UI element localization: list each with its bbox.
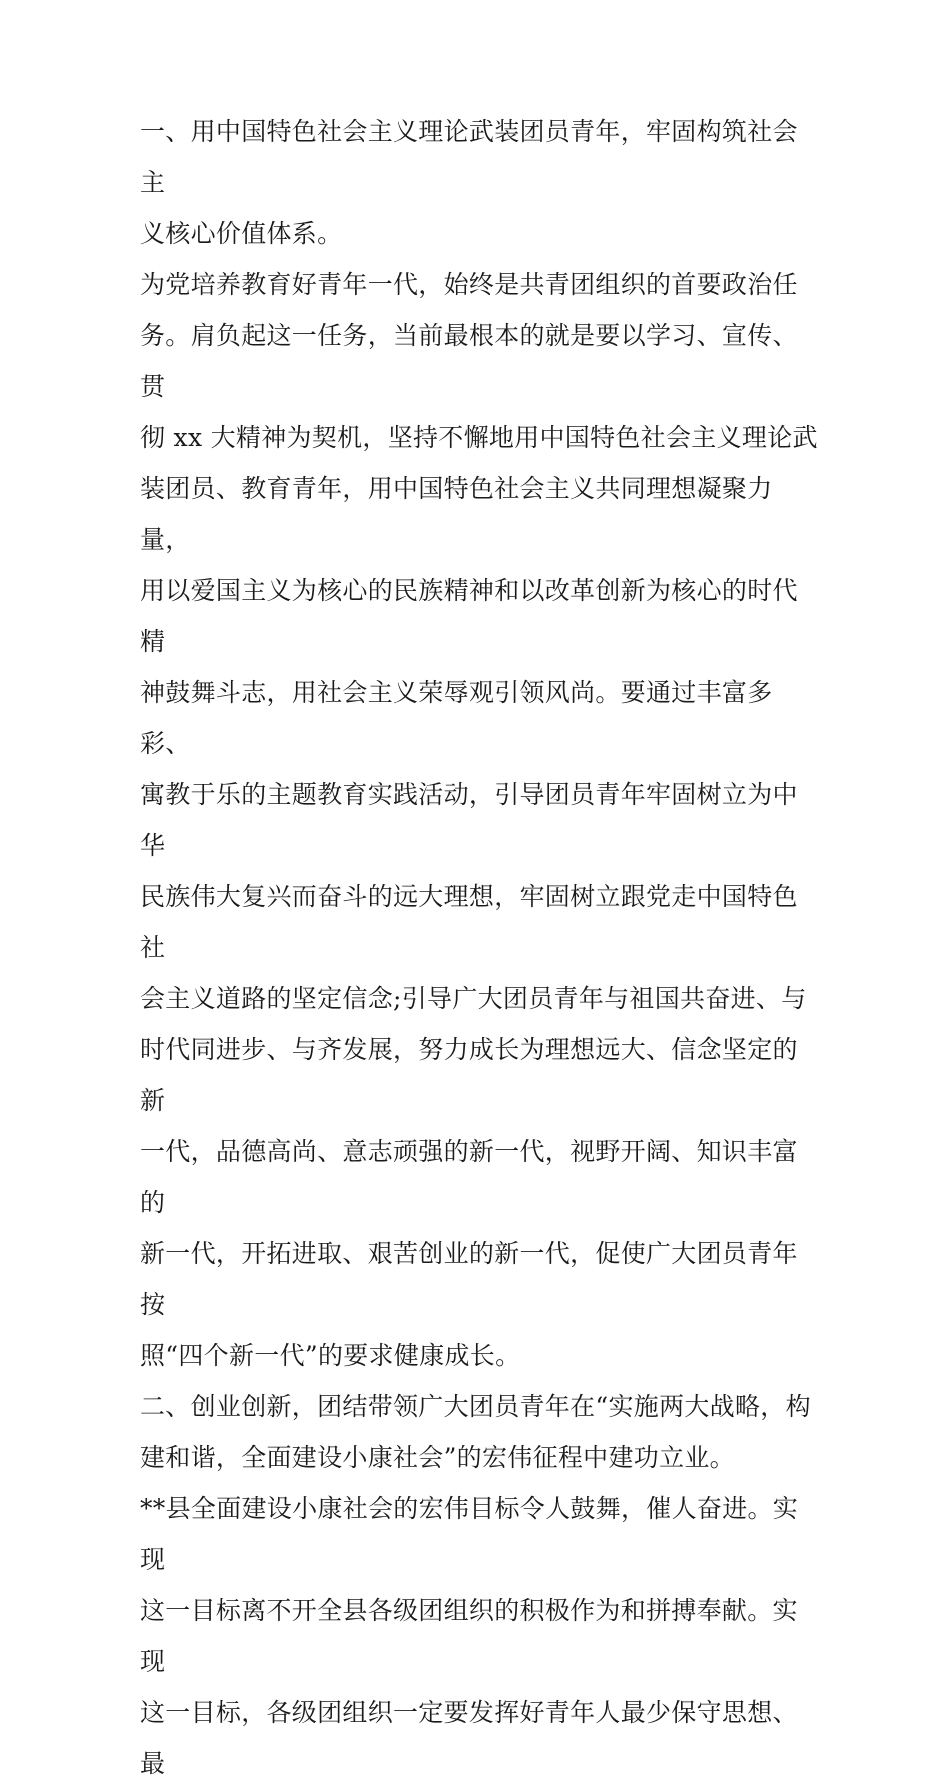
body-paragraph-2: **县全面建设小康社会的宏伟目标令人鼓舞，催人奋进。实现 这一目标离不开全县各级团组织的积极作为和拼搏奉献。实现 这一目标，各级团组织一定要发挥好青年人最少保守思想、最 [140,1494,799,1778]
document-body [140,106,820,1789]
body-paragraph-1: 为党培养教育好青年一代，始终是共青团组织的首要政治任 务。肩负起这一任务，当前最根本的就是要以学习、宣传、贯 彻 xx 大精神为契机，坚持不懈地用中国特色社会主义理论武 装团员、教育青年，用中国特色社会主义共同理想凝聚力量， 用以爱国主义为核心的民族精神和以改革创新为核心的时代精 神鼓舞斗志，用社会主义荣辱观引领风尚。要通过丰富多彩、 寓教于乐的主题教育实践活动，引导团员青年牢固树立为中华 民族伟大复兴而奋斗的远大理想，牢固树立跟党走中国特色社 会主义道路的坚定信念;引导广大团员青年与祖国共奋进、与 时代同进步、与齐发展，努力成长为理想远大、信念坚定的新 一代，品德高尚、意志顽强的新一代，视野开阔、知识丰富的 新一代，开拓进取、艰苦创业的新一代，促使广大团员青年按 照“四个新一代”的要求健康成长。 [140,270,818,1370]
section-heading-2: 二、创业创新，团结带领广大团员青年在“实施两大战略，构 建和谐，全面建设小康社会”的宏伟征程中建功立业。 [140,1392,811,1472]
section-heading-1: 一、用中国特色社会主义理论武装团员青年，牢固构筑社会主 义核心价值体系。 [140,117,798,248]
